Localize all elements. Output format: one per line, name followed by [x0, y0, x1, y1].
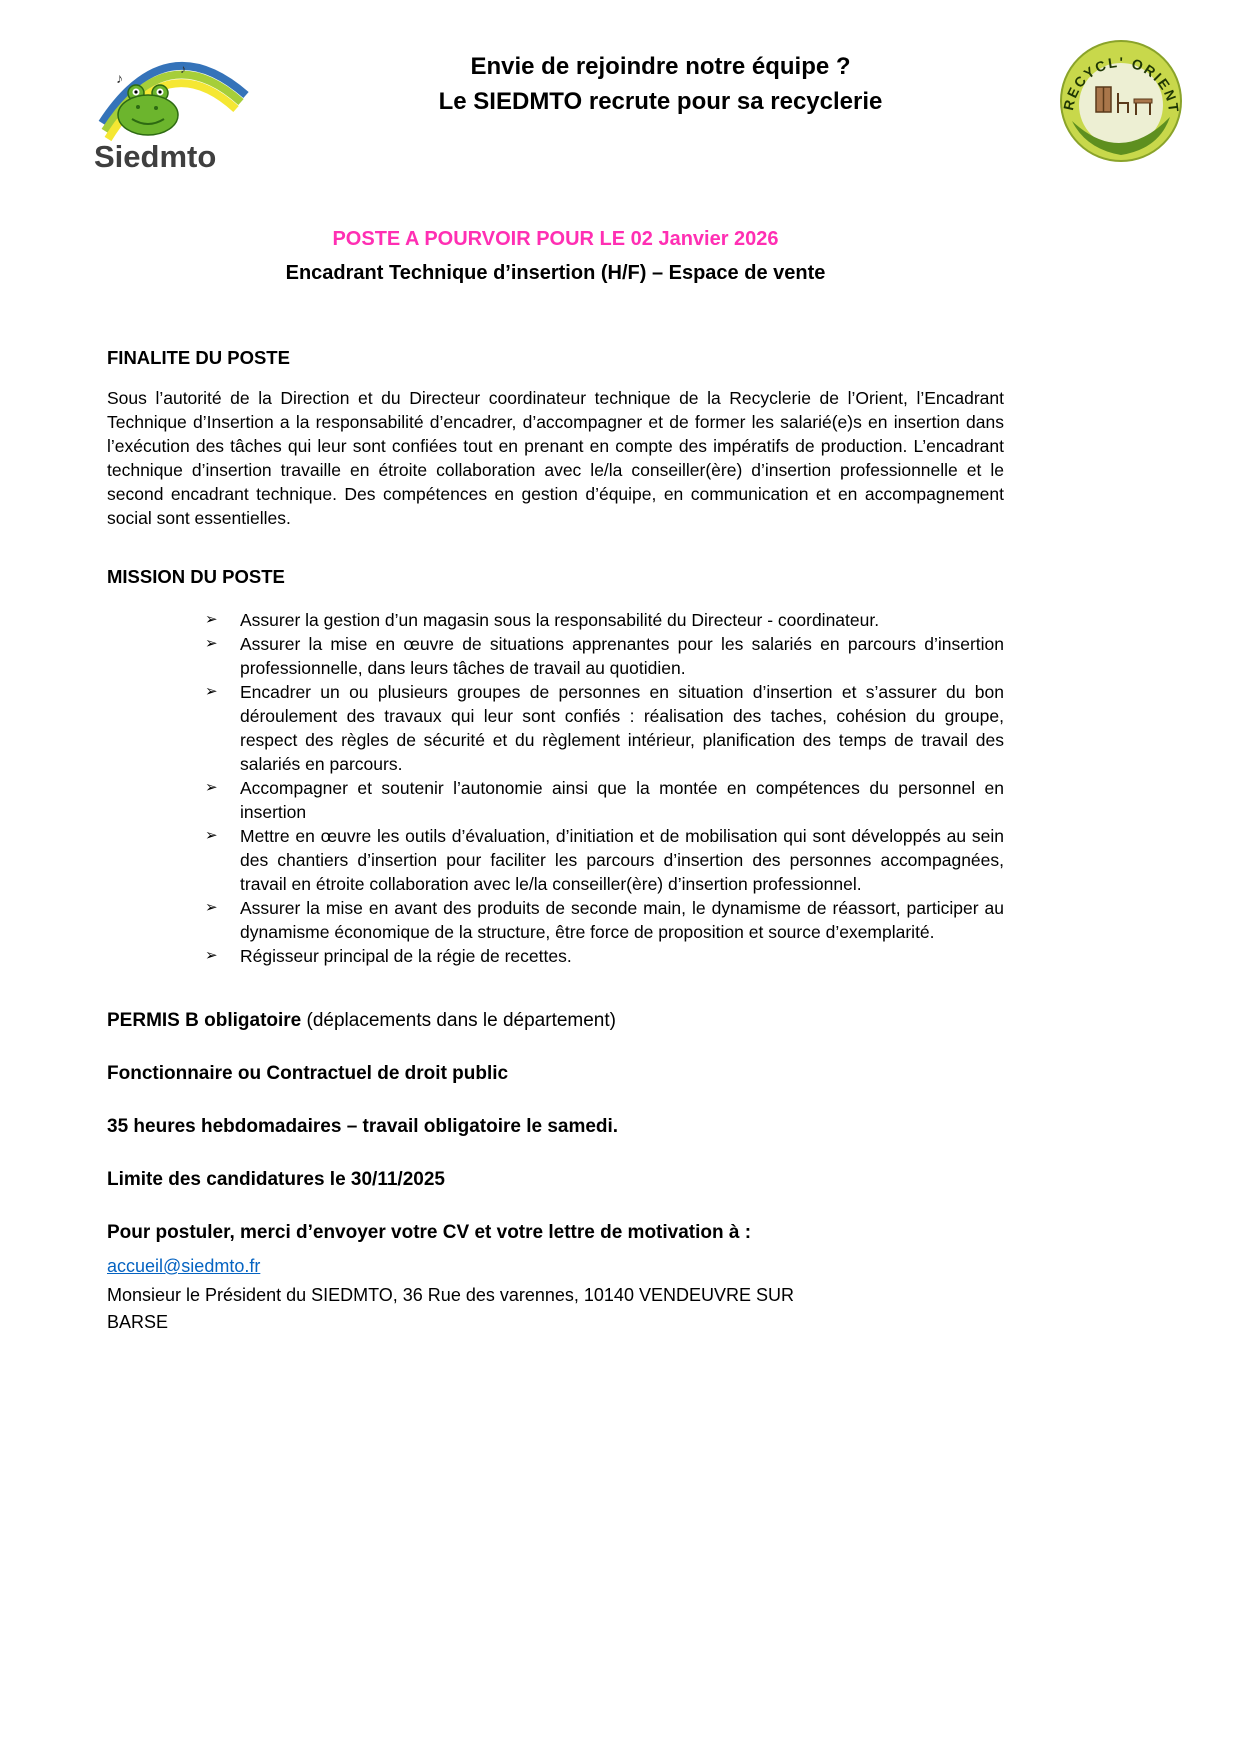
limite-candidatures-line: Limite des candidatures le 30/11/2025 [107, 1169, 445, 1190]
email-link[interactable]: accueil@siedmto.fr [107, 1256, 261, 1276]
horaires-line: 35 heures hebdomadaires – travail obligatoire le samedi. [107, 1116, 619, 1137]
header-title-line2: Le SIEDMTO recrute pour sa recyclerie [438, 88, 883, 115]
email-line [107, 1253, 1004, 1279]
postuler-line: Pour postuler, merci d’envoyer votre CV et votre lettre de motivation à : [107, 1222, 752, 1243]
mission-item [205, 608, 1004, 632]
statut-line: Fonctionnaire ou Contractuel de droit public [107, 1063, 509, 1084]
postal-address: Monsieur le Président du SIEDMTO, 36 Rue des varennes, 10140 VENDEUVRE SUR BARSE [107, 1285, 794, 1332]
mission-item [205, 632, 1004, 680]
permis-line [107, 1008, 1004, 1034]
bullet-arrow-icon: ➢ [205, 947, 218, 964]
siedmto-logo-text: Siedmto [94, 139, 217, 174]
mission-item-text: Assurer la mise en avant des produits de seconde main, le dynamisme de réassort, participer au dynamisme économique de la structure, être force de proposition et source d’exemplarité. [240, 898, 1004, 942]
bullet-arrow-icon: ➢ [205, 827, 218, 844]
mission-item-text: Accompagner et soutenir l’autonomie ainsi que la montée en compétences du personnel en insertion [240, 778, 1004, 822]
finalite-body: Sous l’autorité de la Direction et du Directeur coordinateur technique de la Recyclerie de l’Orient, l’Encadrant Technique d’Insertion a la responsabilité d’encadrer, d’accompagner et de former les salarié(e)s en insertion dans l’exécution des tâches qui leur sont confiées tout en prenant en compte des impératifs de production. L’encadrant technique d’insertion travaille en étroite collaboration avec le/la conseiller(ère) d’insertion professionnelle et le second encadrant technique. Des compétences en gestion d’équipe, en communication et en accompagnement social sont essentielles. [107, 388, 1004, 528]
recyclerie-logo [1058, 35, 1186, 172]
mission-item [205, 944, 1004, 968]
finalite-heading: FINALITE DU POSTE [107, 347, 290, 368]
header-title [263, 35, 1058, 119]
mission-item-text: Mettre en œuvre les outils d’évaluation, d’initiation et de mobilisation qui sont développés au sein des chantiers d’insertion pour faciliter les parcours d’insertion des personnes accompagnées, travail en étroite collaboration avec le/la conseiller(ère) d’insertion professionnel. [240, 826, 1004, 894]
mission-item [205, 680, 1004, 776]
mission-item-text: Assurer la gestion d’un magasin sous la responsabilité du Directeur - coordinateur. [240, 610, 880, 630]
mission-list [107, 608, 1004, 968]
mission-item-text: Régisseur principal de la régie de recettes. [240, 946, 572, 966]
recyclerie-logo-text: RECYCL' ORIENT [1060, 53, 1183, 115]
document-header [0, 0, 1241, 182]
siedmto-logo-graphic [88, 35, 258, 177]
permis-bold-text: PERMIS B obligatoire [107, 1010, 302, 1031]
bullet-arrow-icon: ➢ [205, 683, 218, 700]
siedmto-logo [88, 35, 263, 182]
permis-regular-text: (déplacements dans le département) [301, 1010, 616, 1031]
svg-text:♪: ♪ [116, 70, 123, 86]
header-title-line1: Envie de rejoindre notre équipe ? [470, 53, 851, 80]
mission-item [205, 824, 1004, 896]
svg-text:♪: ♪ [180, 62, 186, 76]
mission-item [205, 776, 1004, 824]
mission-item-text: Assurer la mise en œuvre de situations apprenantes pour les salariés en parcours d’insertion professionnelle, dans leurs tâches de travail au quotidien. [240, 634, 1004, 678]
recyclerie-logo-graphic [1058, 35, 1184, 167]
posting-date: POSTE A POURVOIR POUR LE 02 Janvier 2026 [332, 228, 779, 250]
mission-item-text: Encadrer un ou plusieurs groupes de personnes en situation d’insertion et s’assurer du bon déroulement des travaux qui leur sont confiés : réalisation des taches, cohésion du groupe, respect des règles de sécurité et du règlement intérieur, planification des temps de travail des salariés en parcours. [240, 682, 1004, 774]
bullet-arrow-icon: ➢ [205, 779, 218, 796]
mission-heading: MISSION DU POSTE [107, 566, 285, 587]
posting-job-title: Encadrant Technique d’insertion (H/F) – Espace de vente [285, 262, 826, 284]
bullet-arrow-icon: ➢ [205, 899, 218, 916]
bullet-arrow-icon: ➢ [205, 611, 218, 628]
bullet-arrow-icon: ➢ [205, 635, 218, 652]
mission-item [205, 896, 1004, 944]
document-body [107, 228, 1004, 1336]
